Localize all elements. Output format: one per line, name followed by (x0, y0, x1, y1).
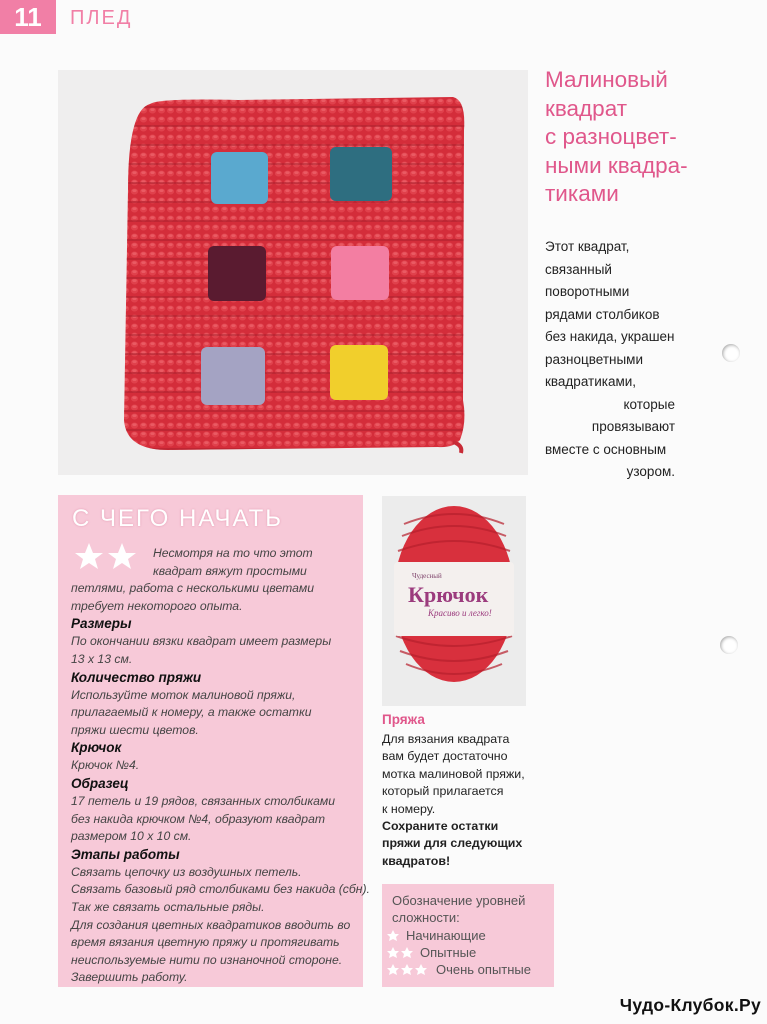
title-line: с разноцвет- (545, 124, 677, 149)
yarn-note-line: к номеру. (382, 801, 436, 816)
sample-line: без накида крючком №4, образуют квадрат (71, 811, 325, 826)
description-line: рядами столбиков (545, 306, 660, 322)
sizes-heading: Размеры (71, 616, 132, 632)
article-title (545, 66, 750, 209)
description-line: разноцветными (545, 351, 643, 367)
yarn-note-bold-line: квадратов! (382, 853, 451, 868)
page-number: 11 (0, 0, 56, 34)
steps-line: Так же связать остальные ряды. (71, 899, 265, 914)
description-line: поворотными (545, 284, 630, 299)
yarn-amount-heading: Количество пряжи (71, 669, 202, 685)
steps-line: время вязания цветную пряжу и протягивать (71, 935, 340, 950)
getting-started-box (58, 495, 370, 987)
yarn-ball-photo (382, 496, 526, 706)
steps-line: Для создания цветных квадратиков вводить во (71, 917, 351, 932)
description-line: квадратиками, (545, 374, 637, 389)
hook-heading: Крючок (71, 740, 122, 756)
yarn-amount-line: пряжи шести цветов. (71, 722, 199, 737)
steps-heading: Этапы работы (71, 846, 180, 862)
sample-heading: Образец (71, 775, 129, 791)
intro-line: петлями, работа с несколькими цветами (71, 581, 315, 596)
steps-line: Завершить работу. (71, 970, 188, 985)
getting-started-body (71, 545, 370, 987)
yarn-note-bold-line: пряжи для следующих (382, 836, 523, 851)
intro-line: требует некоторого опыта. (71, 598, 243, 613)
difficulty-legend (382, 884, 554, 987)
binder-hole (722, 344, 740, 362)
intro-line: Несмотря на то что этот (153, 546, 313, 560)
title-line: ными квадра- (545, 152, 688, 178)
yarn-note-line: который прилагается (382, 784, 504, 799)
yarn-slogan: Красиво и легко! (428, 608, 492, 618)
description-line: Этот квадрат, (545, 239, 630, 254)
yarn-brand: Крючок (408, 582, 489, 607)
legend-level-beginner: Начинающие (386, 927, 486, 944)
sample-line: 17 петель и 19 рядов, связанных столбиками (71, 793, 336, 808)
title-line: Малиновый (545, 67, 668, 92)
sizes-line: По окончании вязки квадрат имеет размеры (71, 634, 332, 649)
yarn-note-line: мотка малиновой пряжи, (382, 766, 525, 781)
crochet-square-photo (58, 70, 528, 475)
binder-hole (720, 636, 738, 654)
sample-line: размером 10 х 10 см. (71, 829, 192, 844)
description-line: без накида, украшен (545, 329, 675, 344)
yarn-label: Пряжа (382, 712, 425, 727)
yarn-note (382, 731, 542, 870)
article-description (545, 236, 685, 484)
legend-level-very-experienced: Очень опытные (386, 961, 531, 978)
intro-line: квадрат вяжут простыми (153, 563, 307, 578)
yarn-note-bold-line: Сохраните остатки (382, 819, 499, 834)
section-label: ПЛЕД (70, 7, 133, 29)
three-stars-icon (386, 963, 436, 977)
yarn-band-small: Чудесный (412, 572, 442, 580)
site-watermark: Чудо-Клубок.Ру (619, 995, 761, 1015)
description-line: связанный (545, 261, 612, 277)
hook-line: Крючок №4. (71, 758, 140, 773)
steps-line: Связать базовый ряд столбиками без накида (сбн). (71, 882, 370, 897)
legend-level-experienced: Опытные (386, 944, 476, 961)
steps-line: неиспользуемые нити по изнаночной стороне. (71, 952, 343, 967)
yarn-amount-line: Используйте моток малиновой пряжи, (71, 687, 296, 702)
two-stars-icon (386, 946, 420, 960)
steps-line: Связать цепочку из воздушных петель. (71, 864, 302, 879)
legend-title: Обозначение уровней сложности: (392, 893, 526, 925)
yarn-note-line: Для вязания квадрата (382, 732, 510, 746)
title-line: квадрат (545, 95, 628, 121)
sizes-line: 13 х 13 см. (71, 651, 133, 666)
crochet-square-illustration (58, 70, 528, 475)
description-line: провязывают (591, 419, 675, 434)
yarn-amount-line: прилагаемый к номеру, а также остатки (71, 705, 312, 720)
yarn-ball-illustration (382, 496, 526, 706)
description-line: которые (623, 396, 675, 412)
star-icon (386, 929, 406, 943)
title-line: тиками (545, 181, 619, 206)
description-line: вместе с основным (545, 441, 667, 457)
description-line: узором. (626, 464, 675, 479)
yarn-note-line: вам будет достаточно (382, 749, 508, 764)
getting-started-heading: С ЧЕГО НАЧАТЬ (72, 505, 283, 532)
